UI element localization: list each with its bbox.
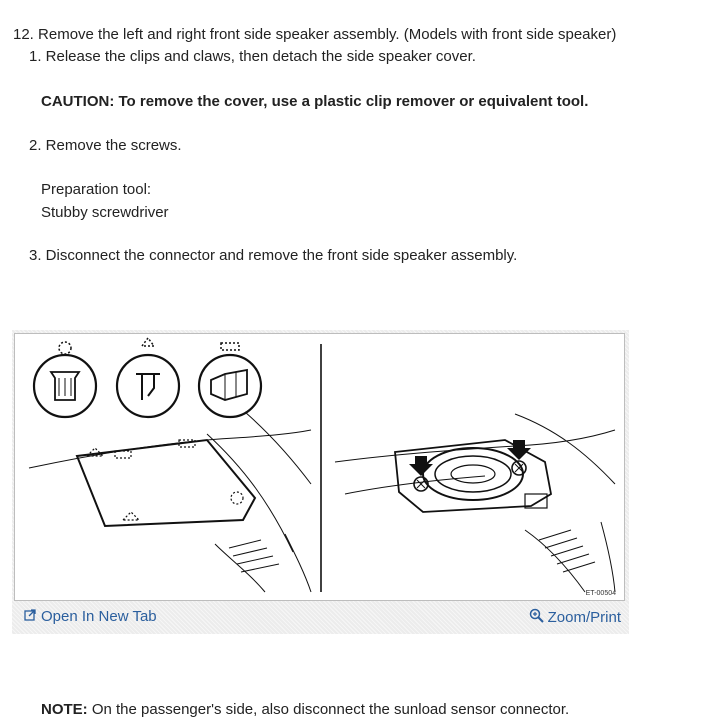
figure-container — [12, 330, 629, 634]
preparation-tool-value: Stubby screwdriver — [41, 204, 169, 221]
clip-tool-icon — [34, 342, 96, 417]
substep-1: 1. Release the clips and claws, then detach the side speaker cover. — [29, 48, 476, 65]
substep-2: 2. Remove the screws. — [29, 137, 182, 154]
caution-text: CAUTION: To remove the cover, use a plastic clip remover or equivalent tool. — [41, 93, 589, 110]
clip-remover-icon — [199, 343, 261, 417]
open-in-new-tab-link[interactable] — [24, 608, 157, 626]
figure-code: ET-00504 — [585, 590, 616, 597]
speaker-removal-diagram — [15, 334, 624, 600]
preparation-tool-label: Preparation tool: — [41, 181, 152, 198]
zoom-print-label[interactable]: Zoom/Print — [547, 608, 621, 626]
illustration[interactable] — [14, 333, 625, 601]
external-link-icon — [24, 608, 37, 626]
note-label: NOTE: — [41, 701, 88, 718]
note-text — [41, 701, 569, 719]
step-12-title: 12. Remove the left and right front side speaker assembly. (Models with front side speaker) — [13, 26, 617, 43]
claw-tool-icon — [117, 338, 179, 417]
note-body: On the passenger's side, also disconnect the sunload sensor connector. — [87, 701, 570, 718]
substep-3: 3. Disconnect the connector and remove the front side speaker assembly. — [29, 247, 518, 264]
open-in-new-tab-label[interactable]: Open In New Tab — [41, 608, 157, 625]
zoom-print-link[interactable] — [529, 608, 621, 628]
magnifier-icon — [529, 608, 544, 628]
